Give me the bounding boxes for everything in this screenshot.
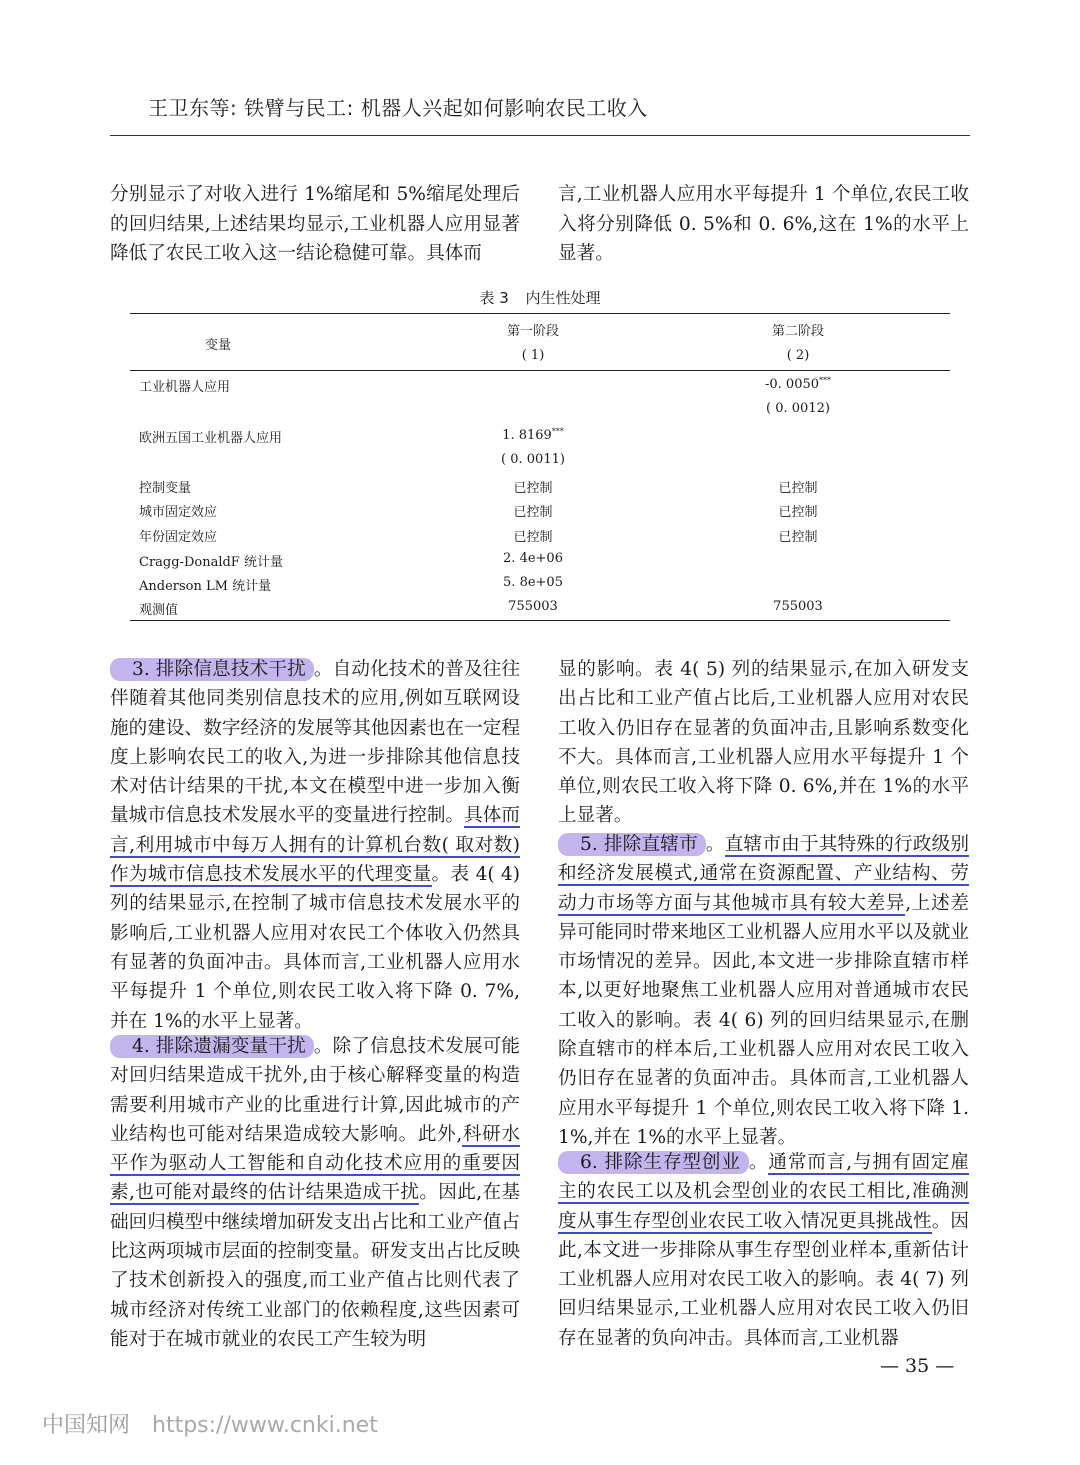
underline-annotation: 通常而言,与拥有固定雇主的农民工以及机会型创业的农民工相比,准确测度从事生存型创业农民工收入情况更具挑战性 <box>558 1152 969 1232</box>
section5-heading: 5. 排除直辖市 <box>558 833 706 856</box>
table-title: 内生性处理 <box>525 289 601 307</box>
underline-annotation: 直辖市由于其特殊的行政级别和经济发展模式,通常在资源配置、产业结构、劳动力市场等方面与其他城市具有较大差异 <box>558 834 969 914</box>
table-cell: 已控制 <box>513 481 553 496</box>
table-cell: 5. 8e+05 <box>503 575 563 590</box>
table-3 <box>130 313 950 621</box>
table-cell: 已控制 <box>778 505 818 520</box>
row-label: Cragg-DonaldF 统计量 <box>139 555 283 570</box>
row-label: Anderson LM 统计量 <box>139 579 272 594</box>
table-mid-rule <box>130 370 950 371</box>
underline-annotation: 科研水平作为驱动人工智能和自动化技术应用的重要因素,也可能对最终的估计结果造成干扰 <box>110 1123 520 1204</box>
table-cell: 已控制 <box>513 530 553 545</box>
section4-heading: 4. 排除遗漏变量干扰 <box>110 1035 314 1058</box>
header-stage2: 第二阶段 <box>771 324 825 339</box>
table-cell: 755003 <box>508 599 558 614</box>
page-number: — 35 — <box>880 1355 955 1377</box>
running-head: 王卫东等: 铁臂与民工: 机器人兴起如何影响农民工收入 <box>148 96 648 120</box>
row-label: 年份固定效应 <box>139 530 218 545</box>
table-number: 表 3 <box>479 289 509 307</box>
header-rule <box>110 135 970 136</box>
header-col2: ( 2) <box>786 348 810 363</box>
section4-paragraph: 4. 排除遗漏变量干扰 。除了信息技术发展可能对回归结果造成干扰外,由于核心解释变量的构造需要利用城市产业的比重进行计算,因此城市的产业结构也可能对结果造成较大影响。此外,科研水平作为驱动人工智能和自动化技术应用的重要因素,也可能对最终的估计结果造成干扰。因此,在基础回归模型中继续增加研发支出占比和工业产值占比这两项城市层面的控制变量。研发支出占比反映了技术创新投入的强度,而工业产值占比则代表了城市经济对传统工业部门的依赖程度,这些因素可能对于在城市就业的农民工产生较为明 <box>110 1036 520 1350</box>
table-cell: -0. 0050*** <box>764 376 832 392</box>
row-label: 观测值 <box>139 603 179 618</box>
table-cell: 755003 <box>773 599 823 614</box>
table-bottom-rule <box>130 620 950 621</box>
section5-paragraph: 5. 排除直辖市 。直辖市由于其特殊的行政级别和经济发展模式,通常在资源配置、产业结构、劳动力市场等方面与其他城市具有较大差异,上述差异可能同时带来地区工业机器人应用水平以及就业市场情况的差异。因此,本文进一步排除直辖市样本,以更好地聚焦工业机器人应用对普通城市农民工收入的影响。表 4( 6) 列的回归结果显示,在删除直辖市的样本后,工业机器人应用对农民工收入仍旧存在显著的负面冲击。具体而言,工业机器人应用水平每提升 1 个单位,则农民工收入将下降 1. 1%,并在 1%的水平上显著。 <box>558 834 969 1148</box>
watermark-url: https://www.cnki.net <box>152 1413 378 1438</box>
header-col1: ( 1) <box>521 348 545 363</box>
table-cell: 2. 4e+06 <box>503 551 563 566</box>
cnki-watermark <box>42 1408 378 1439</box>
intro-left-text: 分别显示了对收入进行 1%缩尾和 5%缩尾处理后的回归结果,上述结果均显示,工业机器人应用显著降低了农民工收入这一结论稳健可靠。具体而 <box>110 184 520 264</box>
row-label: 城市固定效应 <box>139 505 218 520</box>
table-top-rule <box>130 313 950 314</box>
table-cell: 1. 8169*** <box>502 427 564 443</box>
header-stage1: 第一阶段 <box>506 324 560 339</box>
table-cell: 已控制 <box>513 505 553 520</box>
table-cell: 已控制 <box>778 481 818 496</box>
header-variable: 变量 <box>205 338 232 353</box>
table-caption <box>0 287 1080 308</box>
section6-paragraph: 6. 排除生存型创业 。通常而言,与拥有固定雇主的农民工以及机会型创业的农民工相比,准确测度从事生存型创业农民工收入情况更具挑战性。因此,本文进一步排除从事生存型创业样本,重新估计工业机器人应用对农民工收入的影响。表 4( 7) 列回归结果显示,工业机器人应用对农民工收入仍旧存在显著的负向冲击。具体而言,工业机器 <box>558 1152 969 1349</box>
intro-right-text: 言,工业机器人应用水平每提升 1 个单位,农民工收入将分别降低 0. 5%和 0. 6%,这在 1%的水平上显著。 <box>558 184 969 264</box>
section3-paragraph: 3. 排除信息技术干扰 。自动化技术的普及往往伴随着其他同类别信息技术的应用,例如互联网设施的建设、数字经济的发展等其他因素也在一定程度上影响农民工的收入,为进一步排除其他信息技术对估计结果的干扰,本文在模型中进一步加入衡量城市信息技术发展水平的变量进行控制。具体而言,利用城市中每万人拥有的计算机台数( 取对数) 作为城市信息技术发展水平的代理变量。表 4( 4) 列的结果显示,在控制了城市信息技术发展水平的影响后,工业机器人应用对农民工个体收入仍然具有显著的负面冲击。具体而言,工业机器人应用水平每提升 1 个单位,则农民工收入将下降 0. 7%,并在 1%的水平上显著。 <box>110 659 520 1032</box>
row-label: 工业机器人应用 <box>139 380 231 395</box>
watermark-site: 中国知网 <box>42 1413 131 1438</box>
table-cell-se: ( 0. 0011) <box>501 452 565 467</box>
row-label: 欧洲五国工业机器人应用 <box>139 431 283 446</box>
row-label: 控制变量 <box>139 481 192 496</box>
section4-continued: 显的影响。表 4( 5) 列的结果显示,在加入研发支出占比和工业产值占比后,工业机器人应用对农民工收入仍旧存在显著的负面冲击,且影响系数变化不大。具体而言,工业机器人应用水平每提升 1 个单位,则农民工收入将下降 0. 6%,并在 1%的水平上显著。 <box>558 659 969 827</box>
section3-heading: 3. 排除信息技术干扰 <box>110 658 314 681</box>
table-cell: 已控制 <box>778 530 818 545</box>
table-cell-se: ( 0. 0012) <box>766 401 830 416</box>
underline-annotation: 具体而言,利用城市中每万人拥有的计算机台数( 取对数) 作为城市信息技术发展水平的代理变量 <box>110 805 520 886</box>
section6-heading: 6. 排除生存型创业 <box>558 1151 749 1174</box>
